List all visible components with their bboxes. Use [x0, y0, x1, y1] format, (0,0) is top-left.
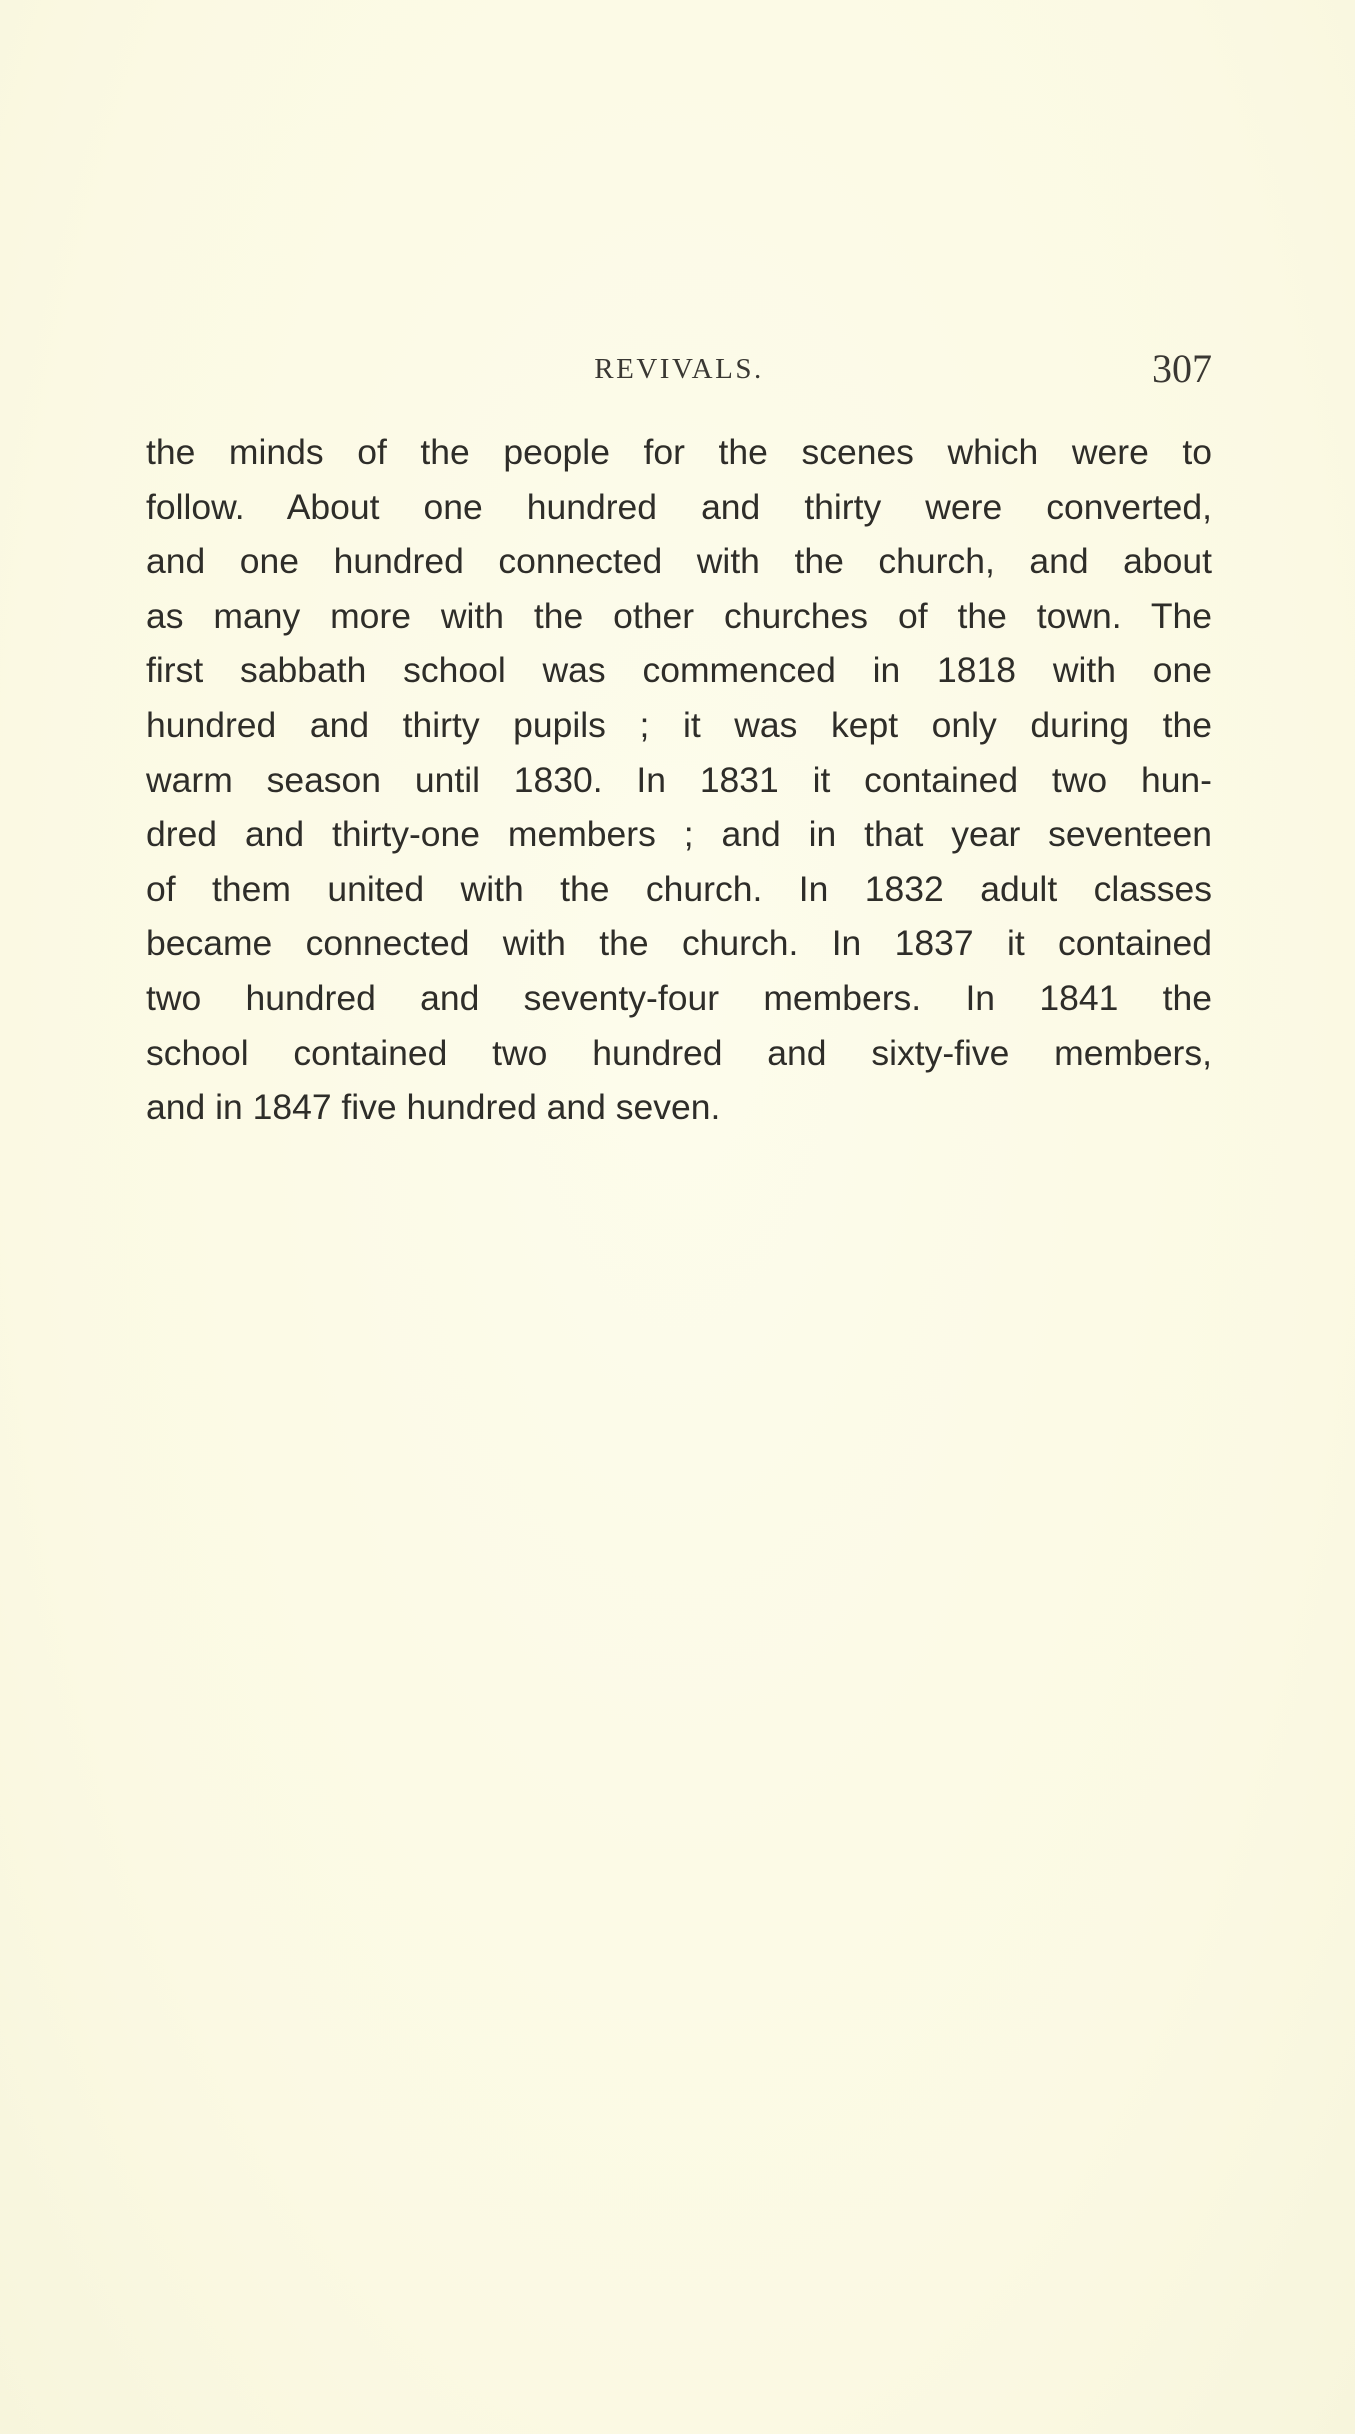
- running-title: REVIVALS.: [594, 353, 764, 385]
- text-line: and one hundred connected with the church, and about: [146, 541, 1212, 582]
- text-line: as many more with the other churches of the town. The: [146, 595, 1212, 636]
- text-line: hundred and thirty pupils ; it was kept only during the: [146, 704, 1212, 745]
- body-paragraph: [146, 425, 1212, 1135]
- text-line: of them united with the church. In 1832 adult classes: [146, 868, 1212, 909]
- text-line: follow. About one hundred and thirty were converted,: [146, 486, 1212, 527]
- text-line: and in 1847 five hundred and seven.: [146, 1087, 721, 1128]
- text-line: school contained two hundred and sixty-five members,: [146, 1032, 1212, 1073]
- text-line: warm season until 1830. In 1831 it contained two hun-: [146, 759, 1212, 800]
- running-head: [146, 345, 1212, 395]
- text-line: the minds of the people for the scenes which were to: [146, 432, 1212, 472]
- text-line: two hundred and seventy-four members. In 1841 the: [146, 977, 1212, 1018]
- text-line: dred and thirty-one members ; and in that year seventeen: [146, 814, 1212, 855]
- text-line: first sabbath school was commenced in 1818 with one: [146, 650, 1212, 691]
- page-number: 307: [1152, 346, 1212, 391]
- text-line: became connected with the church. In 1837 it contained: [146, 923, 1212, 964]
